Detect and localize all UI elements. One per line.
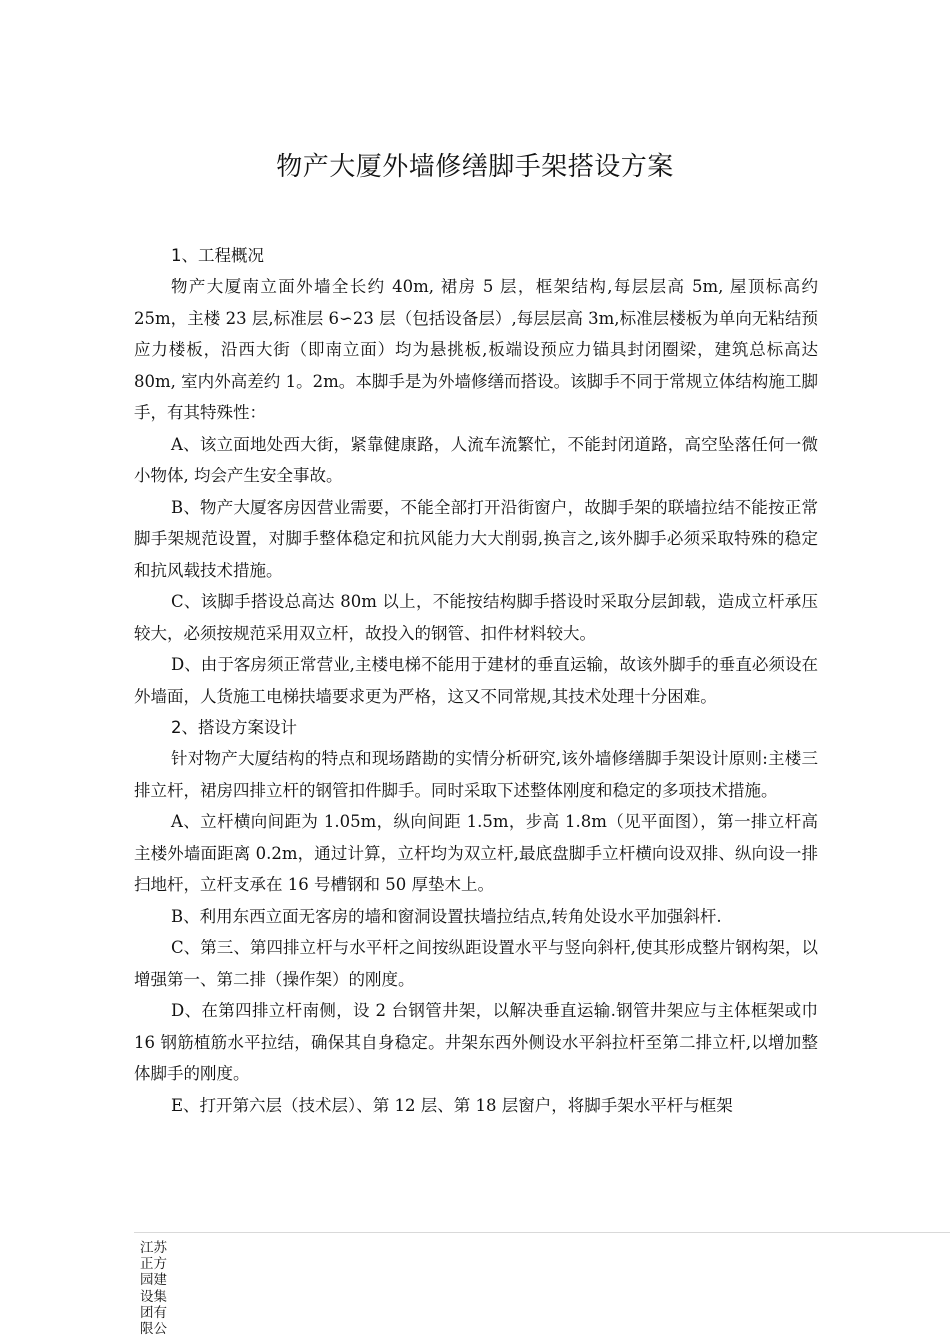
section-heading-design: 2、搭设方案设计 — [171, 718, 297, 737]
paragraph: A、该立面地处西大街，紧靠健康路，人流车流繁忙，不能封闭道路，高空坠落任何一微小物体, 均会产生安全事故。 — [134, 434, 818, 485]
paragraph: B、利用东西立面无客房的墙和窗洞设置扶墙拉结点,转角处设水平加强斜杆. — [171, 906, 722, 926]
paragraph: D、由于客房须正常营业,主楼电梯不能用于建材的垂直运输，故该外脚手的垂直必须设在外墙面，人货施工电梯扶墙要求更为严格，这又不同常规,其技术处理十分困难。 — [134, 655, 818, 706]
footer-company-name: 江苏正方园建设集团有限公 — [140, 1240, 167, 1338]
document-title: 物产大厦外墙修缮脚手架搭设方案 — [276, 152, 674, 182]
section-heading-overview: 1、工程概况 — [171, 246, 264, 265]
paragraph: B、物产大厦客房因营业需要，不能全部打开沿街窗户，故脚手架的联墙拉结不能按正常脚手架规范设置，对脚手整体稳定和抗风能力大大削弱,换言之,该外脚手必须采取特殊的稳定和抗风载技术措施。 — [134, 497, 818, 580]
footer-divider — [134, 1232, 950, 1233]
paragraph: C、第三、第四排立杆与水平杆之间按纵距设置水平与竖向斜杆,使其形成整片钢构架，以增强第一、第二排（操作架）的刚度。 — [134, 938, 818, 989]
paragraph: C、该脚手搭设总高达 80m 以上，不能按结构脚手搭设时采取分层卸载，造成立杆承压较大，必须按规范采用双立杆，故投入的钢管、扣件材料较大。 — [134, 592, 818, 643]
paragraph: D、在第四排立杆南侧，设 2 台钢管井架，以解决垂直运输.钢管井架应与主体框架或巾 16 钢筋植筋水平拉结，确保其自身稳定。井架东西外侧设水平斜拉杆至第二排立杆,以增加整体脚手的刚度。 — [134, 1001, 818, 1083]
document-body — [134, 240, 818, 1121]
paragraph: E、打开第六层（技术层）、第 12 层、第 18 层窗户，将脚手架水平杆与框架 — [171, 1095, 733, 1115]
paragraph: A、立杆横向间距为 1.05m，纵向间距 1.5m，步高 1.8m（见平面图），第一排立杆高主楼外墙面距离 0.2m，通过计算，立杆均为双立杆,最底盘脚手立杆横向设双排、纵向设一排扫地杆，立杆支承在 16 号槽钢和 50 厚垫木上。 — [134, 812, 818, 894]
paragraph: 针对物产大厦结构的特点和现场踏勘的实情分析研究,该外墙修缮脚手架设计原则:主楼三排立杆，裙房四排立杆的钢管扣件脚手。同时采取下述整体刚度和稳定的多项技术措施。 — [134, 749, 818, 800]
paragraph: 物产大厦南立面外墙全长约 40m, 裙房 5 层，框架结构,每层层高 5m, 屋顶标高约 25m，主楼 23 层,标准层 6∽23 层（包括设备层）,每层层高 3m,标准层楼板为单向无粘结预应力楼板，沿西大街（即南立面）均为悬挑板,板端设预应力锚具封闭圈梁，建筑总标高达 80m, 室内外高差约 1。2m。本脚手是为外墙修缮而搭设。该脚手不同于常规立体结构施工脚手，有其特殊性： — [134, 277, 818, 422]
